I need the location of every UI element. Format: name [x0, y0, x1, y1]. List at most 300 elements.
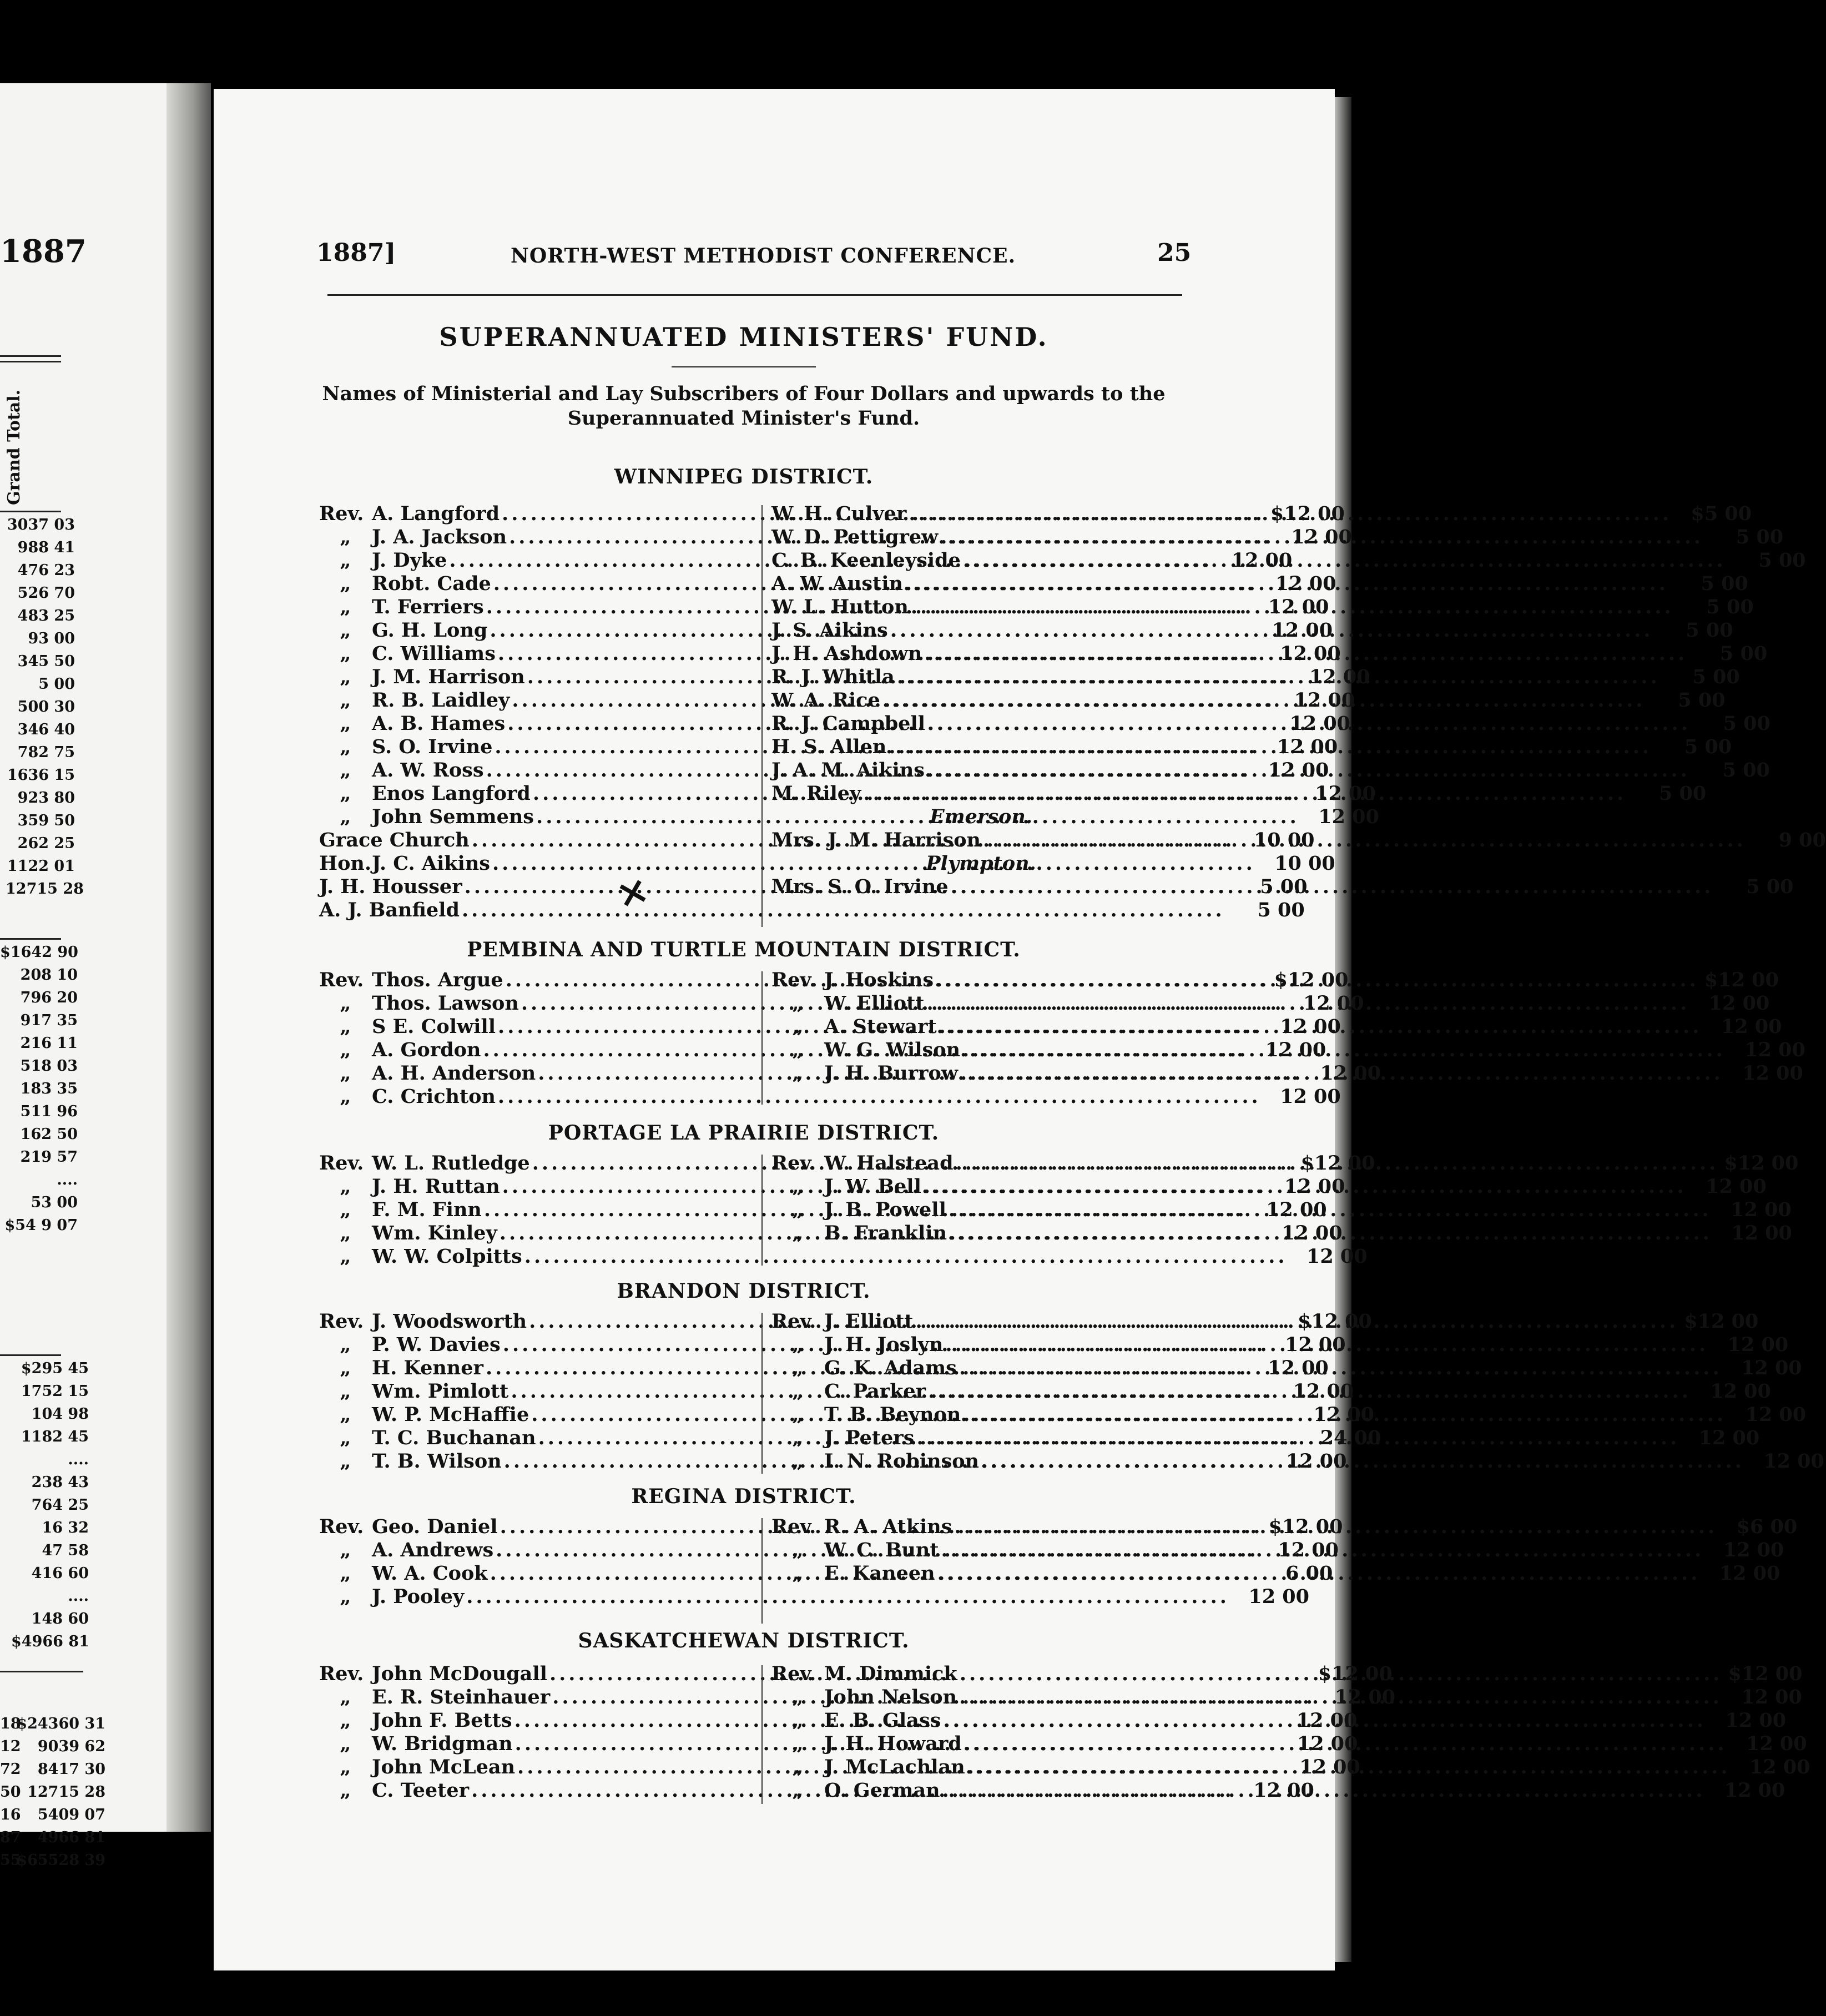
subscriber-name: R. B. Laidley [372, 689, 510, 712]
name-prefix: „ [340, 1085, 351, 1108]
facing-value: 208 10 [20, 966, 78, 984]
leader-dots [914, 1427, 1682, 1450]
amount: 12 00 [1741, 1686, 1802, 1708]
subscriber-name: Thos. Lawson [372, 992, 519, 1015]
facing-value: 782 75 [17, 744, 75, 761]
facing-value: 917 35 [20, 1012, 78, 1029]
name-prefix: „ [340, 759, 351, 782]
subscriber-name: J. Hoskins [824, 969, 934, 991]
name-prefix: „ [340, 619, 351, 642]
subscriber-name: Enos Langford [372, 782, 531, 805]
leader-dots [957, 1662, 1725, 1686]
page-number: 25 [1157, 239, 1192, 267]
name-prefix: Rev. [319, 1152, 364, 1175]
leader-dots [957, 1357, 1724, 1380]
name-prefix: „ [340, 572, 351, 595]
column-separator [761, 1155, 763, 1266]
name-prefix: „ [792, 1175, 804, 1198]
leader-dots [965, 1756, 1733, 1779]
amount: 5 00 [1719, 642, 1768, 665]
leader-dots [909, 596, 1676, 619]
amount: 12 00 [1731, 1198, 1792, 1221]
amount: 10 00 [1253, 829, 1315, 851]
subscriber-name: A. W. Ross [372, 759, 484, 782]
amount: 12 00 [1315, 782, 1376, 805]
name-prefix: „ [340, 596, 351, 618]
name-prefix: „ [340, 549, 351, 572]
facing-value: .... [68, 1451, 89, 1468]
subscriber-name: R. J. Whitla [771, 666, 895, 688]
subscriber-name: J. H. Joslyn [824, 1333, 944, 1356]
amount: 12 00 [1744, 1039, 1805, 1061]
leader-dots [886, 735, 1654, 759]
subscriber-name: J. M. Harrison [372, 666, 525, 688]
leader-dots [962, 1732, 1729, 1756]
divider [0, 361, 61, 362]
divider [0, 511, 61, 512]
amount: 12 00 [1289, 712, 1351, 735]
facing-value: 1122 01 [7, 858, 75, 875]
leader-dots [460, 899, 1227, 922]
list-item [771, 1175, 1767, 1198]
subscriber-name: F. M. Finn [372, 1198, 482, 1221]
amount: 12 00 [1741, 1357, 1802, 1379]
subscriber-name: W. A. Rice [771, 689, 880, 712]
column-separator [761, 1665, 763, 1804]
leader-dots [913, 1310, 1681, 1333]
facing-value: .... [68, 1587, 89, 1605]
leader-dots [926, 1380, 1693, 1403]
amount: $12 00 [1724, 1152, 1799, 1175]
column-separator [761, 1518, 763, 1624]
facing-value: 511 96 [20, 1103, 78, 1120]
facing-column-b [0, 941, 78, 1237]
amount: 12 00 [1320, 1062, 1381, 1085]
subscriber-name: A. Stewart [824, 1015, 937, 1038]
facing-value: 53 00 [31, 1194, 78, 1211]
amount: 12 00 [1272, 619, 1333, 642]
leader-dots [934, 969, 1701, 992]
subscriber-name: J. H. Howard [824, 1732, 962, 1755]
facing-value: 764 25 [31, 1496, 89, 1514]
amount: 6 00 [1285, 1562, 1333, 1585]
name-prefix: „ [340, 1585, 351, 1608]
list-item [771, 1222, 1792, 1245]
facing-value: 1752 15 [21, 1383, 89, 1400]
amount: 12 00 [1724, 1779, 1785, 1802]
subscriber-name: A. Andrews [372, 1539, 494, 1561]
amount: 5 00 [1723, 712, 1770, 735]
leader-dots [464, 1585, 1232, 1609]
subscriber-name: C. Parker [824, 1380, 926, 1403]
amount: $12 00 [1728, 1662, 1803, 1685]
facing-value: 796 20 [20, 989, 78, 1006]
name-prefix: Rev. [771, 1515, 816, 1538]
district-heading-portage: PORTAGE LA PRAIRIE DISTRICT. [548, 1121, 940, 1145]
name-prefix: „ [792, 1222, 804, 1244]
district-heading-saskatchewan: SASKATCHEWAN DISTRICT. [578, 1629, 910, 1652]
subscriber-name: J. B. Powell [824, 1198, 946, 1221]
facing-value: $295 45 [21, 1360, 89, 1377]
list-item [771, 1152, 1799, 1175]
name-prefix: „ [340, 1427, 351, 1449]
name-prefix: „ [792, 1015, 804, 1038]
leader-dots [939, 1539, 1706, 1562]
subscriber-name: Mrs. S. O. Irvine [771, 875, 949, 898]
name-prefix: „ [340, 1686, 351, 1708]
subscriber-name: E. Kaneen [824, 1562, 935, 1585]
name-prefix: „ [340, 1562, 351, 1585]
leader-dots [861, 782, 1628, 805]
facing-value: 12715 28 [27, 1783, 105, 1801]
amount: $12 00 [1684, 1310, 1759, 1333]
name-prefix: Rev. [771, 1662, 816, 1685]
subscriber-name: J. Woodsworth [372, 1310, 527, 1333]
amount: 12 00 [1266, 1198, 1327, 1221]
subscriber-name: A. J. Banfield [319, 899, 460, 921]
name-prefix: Rev. [771, 1310, 816, 1333]
facing-page-year: 1887 [0, 233, 87, 270]
district-heading-winnipeg: WINNIPEG DISTRICT. [614, 465, 874, 488]
name-prefix: „ [792, 1450, 804, 1473]
subscriber-name: G. H. Long [372, 619, 488, 642]
name-prefix: „ [340, 1357, 351, 1379]
amount: 5 00 [1746, 875, 1794, 898]
leader-dots [946, 1198, 1714, 1222]
name-prefix: „ [792, 1709, 804, 1732]
name-prefix: „ [340, 526, 351, 548]
list-item [319, 1245, 1368, 1268]
facing-column-a [6, 513, 84, 900]
fund-title: SUPERANNUATED MINISTERS' FUND. [439, 322, 1048, 352]
name-prefix: Rev. [319, 1310, 364, 1333]
name-prefix: „ [792, 1357, 804, 1379]
name-prefix: „ [340, 1333, 351, 1356]
subscriber-name: T. B. Wilson [372, 1450, 502, 1473]
name-prefix: „ [792, 1039, 804, 1061]
subscriber-name: G. K. Adams [824, 1357, 957, 1379]
amount: 10 00 [1274, 852, 1335, 875]
amount: 5 00 [1260, 875, 1308, 898]
amount: 12 00 [1727, 1333, 1789, 1356]
leader-dots [906, 502, 1674, 526]
amount: 12 00 [1318, 805, 1379, 828]
leader-dots [957, 1686, 1724, 1709]
amount: 12 00 [1334, 1686, 1396, 1708]
amount: 5 00 [1692, 666, 1740, 688]
amount: $12 00 [1704, 969, 1779, 991]
name-prefix: „ [792, 1756, 804, 1778]
subscriber-name: J. W. Bell [824, 1175, 921, 1198]
name-prefix: „ [792, 992, 804, 1015]
district-heading-regina: REGINA DISTRICT. [631, 1485, 856, 1508]
subscriber-name: John McDougall [372, 1662, 547, 1685]
subscriber-name: J. A. Jackson [372, 526, 507, 548]
name-prefix: „ [792, 1539, 804, 1561]
name-prefix: „ [340, 1756, 351, 1778]
subscriber-name: R. A. Atkins [824, 1515, 952, 1538]
leader-dots [961, 1403, 1728, 1427]
amount: 9 00 [1778, 829, 1826, 851]
subscriber-name: H. Kenner [372, 1357, 483, 1379]
pembina-right-list [771, 969, 1805, 1085]
amount: $12 00 [1274, 969, 1349, 991]
facing-value: 12 [0, 1738, 21, 1755]
amount: 12 00 [1708, 992, 1770, 1015]
amount: $12 00 [1297, 1310, 1372, 1333]
subscriber-name: Mrs. J. M. Harrison [771, 829, 981, 851]
subscriber-name: J. H. Housser [319, 875, 462, 898]
facing-value: 16 [0, 1806, 21, 1823]
amount: 12 00 [1763, 1450, 1824, 1473]
name-prefix: „ [340, 1198, 351, 1221]
amount: 12 00 [1299, 1756, 1360, 1778]
divider [0, 1671, 83, 1672]
amount: 5 00 [1257, 899, 1305, 921]
subscriber-name: B. Franklin [824, 1222, 947, 1244]
list-item [319, 1085, 1341, 1108]
title-rule [672, 366, 816, 367]
name-prefix: „ [340, 642, 351, 665]
name-prefix: Rev. [319, 502, 364, 525]
facing-value: 104 98 [31, 1405, 89, 1423]
facing-value: 55 [0, 1852, 21, 1869]
amount: $12 00 [1270, 502, 1345, 525]
amount: 5 00 [1686, 619, 1733, 642]
name-prefix: „ [340, 1450, 351, 1473]
amount: $12 00 [1300, 1152, 1375, 1175]
amount: 5 00 [1684, 735, 1732, 758]
name-prefix: „ [340, 712, 351, 735]
list-item [771, 875, 1794, 899]
amount: 12 00 [1723, 1539, 1784, 1561]
name-prefix: „ [340, 805, 351, 828]
leader-dots [935, 1562, 1703, 1585]
emerson-label: Emerson. [929, 805, 1033, 828]
subscriber-name: W. L. Hutton [771, 596, 909, 618]
amount: 12 00 [1296, 1709, 1358, 1732]
subscriber-name: J. Elliott [824, 1310, 914, 1333]
leader-dots [903, 572, 1671, 596]
facing-value: 923 80 [17, 789, 75, 807]
subscriber-name: J. A. M. Aikins [771, 759, 925, 782]
amount: 12 00 [1749, 1756, 1810, 1778]
list-item [771, 1198, 1792, 1222]
header-rule [327, 294, 1182, 296]
amount: 12 00 [1731, 1222, 1792, 1244]
name-prefix: „ [792, 1333, 804, 1356]
facing-value: 148 60 [31, 1610, 89, 1627]
amount: 5 00 [1678, 689, 1726, 712]
leader-dots [952, 1515, 1719, 1539]
leader-dots [949, 875, 1716, 899]
amount: 12 00 [1280, 1085, 1341, 1108]
amount: 5 00 [1658, 782, 1707, 805]
facing-column-d [17, 1712, 105, 1872]
amount: 12 00 [1746, 1732, 1807, 1755]
subscriber-name: J. Dyke [372, 549, 447, 572]
leader-dots [947, 1222, 1714, 1245]
list-item [771, 1357, 1802, 1380]
column-separator [761, 505, 763, 927]
grand-total-label: Grand Total. [4, 389, 24, 505]
name-prefix: Hon. [319, 852, 372, 875]
list-item [771, 1333, 1789, 1357]
name-prefix: Rev. [319, 1662, 364, 1685]
facing-value: 988 41 [17, 539, 75, 556]
subscriber-name: W. Bridgman [372, 1732, 513, 1755]
subscriber-name: W. G. Wilson [824, 1039, 961, 1061]
column-separator [761, 1313, 763, 1474]
name-prefix: Rev. [771, 1152, 816, 1175]
name-prefix: „ [340, 1380, 351, 1403]
name-prefix: Rev. [319, 969, 364, 991]
amount: 12 00 [1253, 1779, 1314, 1802]
subscriber-name: A. H. Anderson [372, 1062, 536, 1085]
amount: 12 00 [1280, 642, 1341, 665]
facing-value: $65528 39 [17, 1852, 105, 1869]
amount: 12 00 [1293, 1380, 1354, 1403]
subscriber-name: E. R. Steinhauer [372, 1686, 551, 1708]
district-heading-pembina: PEMBINA AND TURTLE MOUNTAIN DISTRICT. [467, 938, 1021, 961]
amount: 12 00 [1706, 1175, 1767, 1198]
amount: 12 00 [1248, 1585, 1309, 1608]
leader-dots [941, 1709, 1708, 1732]
subscriber-name: E. B. Glass [824, 1709, 941, 1732]
divider [0, 1354, 61, 1356]
name-prefix: Rev. [771, 969, 816, 991]
leader-dots [940, 1779, 1708, 1802]
facing-value: 1636 15 [7, 767, 75, 784]
facing-value: 5409 07 [37, 1806, 105, 1823]
leader-dots [981, 829, 1748, 852]
facing-value: $4966 81 [11, 1633, 89, 1650]
name-prefix: „ [792, 1686, 804, 1708]
facing-value: 87 [0, 1829, 21, 1846]
facing-value: 9039 62 [37, 1738, 105, 1755]
facing-value: 526 70 [17, 584, 75, 602]
facing-value: 16 32 [42, 1519, 89, 1536]
column-separator [761, 971, 763, 1105]
name-prefix: „ [792, 1198, 804, 1221]
amount: 12 00 [1285, 1450, 1347, 1473]
facing-value: $1642 90 [0, 944, 78, 961]
amount: 12 00 [1231, 549, 1293, 572]
facing-value: 359 50 [17, 812, 75, 829]
list-item [771, 1310, 1759, 1333]
amount: 12 00 [1268, 759, 1329, 782]
subscriber-name: W. C. Bunt [824, 1539, 939, 1561]
name-prefix: „ [340, 1175, 351, 1198]
subscriber-name: S. O. Irvine [372, 735, 493, 758]
list-item [771, 992, 1770, 1015]
amount: 12 00 [1698, 1427, 1760, 1449]
amount: 12 00 [1721, 1015, 1782, 1038]
list-item [771, 1380, 1771, 1403]
facing-value: 1182 45 [21, 1428, 89, 1445]
leader-dots [925, 759, 1692, 782]
amount: 12 00 [1268, 596, 1329, 618]
amount: $12 00 [1268, 1515, 1343, 1538]
leader-dots [954, 1152, 1721, 1175]
facing-value: 50 [0, 1783, 21, 1801]
facing-value: 518 03 [20, 1057, 78, 1075]
subscriber-name: J. S. Aikins [771, 619, 888, 642]
leader-dots [921, 1175, 1689, 1198]
subscriber-name: W. Elliott [824, 992, 925, 1015]
subscriber-name: John F. Betts [372, 1709, 512, 1732]
list-item [771, 1539, 1784, 1562]
list-item [771, 1709, 1787, 1732]
name-prefix: „ [340, 1732, 351, 1755]
facing-column-d-left [0, 1712, 21, 1872]
name-prefix: „ [340, 1039, 351, 1061]
leader-dots [938, 526, 1706, 549]
amount: 24 00 [1320, 1427, 1381, 1449]
subscriber-name: T. C. Buchanan [372, 1427, 536, 1449]
facing-value: 416 60 [31, 1565, 89, 1582]
amount: 12 00 [1309, 666, 1370, 688]
portage-right-list [771, 1152, 1799, 1245]
facing-value: 183 35 [20, 1080, 78, 1097]
saskatchewan-right-list [771, 1662, 1810, 1802]
amount: $12 00 [1318, 1662, 1393, 1685]
subscriber-name: A. B. Hames [372, 712, 506, 735]
subscriber-name: J. Peters [824, 1427, 915, 1449]
subscriber-name: J. Pooley [372, 1585, 465, 1608]
subscriber-name: W. P. McHaffie [372, 1403, 529, 1426]
amount: 12 00 [1291, 526, 1352, 548]
district-heading-brandon: BRANDON DISTRICT. [617, 1279, 871, 1303]
facing-value: 483 25 [17, 607, 75, 624]
leader-dots [960, 1039, 1728, 1062]
subscriber-name: C. B. Keenleyside [771, 549, 961, 572]
amount: 5 00 [1706, 596, 1754, 618]
list-item [771, 1403, 1807, 1427]
list-item [771, 1686, 1802, 1709]
facing-value: 219 57 [20, 1148, 78, 1166]
subscriber-name: J. H. Ashdown [771, 642, 922, 665]
leader-dots [922, 642, 1689, 666]
subscriber-name: A. W. Austin [771, 572, 903, 595]
list-item [771, 1779, 1785, 1802]
subscriber-name: W. A. Cook [372, 1562, 488, 1585]
leader-dots [943, 1333, 1711, 1357]
name-prefix: „ [792, 1779, 804, 1802]
subscriber-name: P. W. Davies [372, 1333, 501, 1356]
leader-dots [895, 666, 1662, 689]
name-prefix: „ [340, 735, 351, 758]
facing-value: 93 00 [28, 630, 75, 647]
leader-dots [925, 712, 1693, 735]
facing-value: 345 50 [17, 653, 75, 670]
list-item [771, 1039, 1805, 1062]
amount: 12 00 [1294, 689, 1355, 712]
facing-value: 162 50 [20, 1126, 78, 1143]
amount: 12 00 [1265, 1039, 1326, 1061]
pencil-x-mark: × [611, 865, 654, 919]
subscriber-name: A. Langford [372, 502, 500, 525]
list-item [771, 1662, 1803, 1686]
facing-value: 47 58 [42, 1542, 89, 1559]
list-item [771, 1450, 1824, 1473]
amount: 12 00 [1284, 1333, 1346, 1356]
regina-right-list [771, 1515, 1798, 1585]
subscriber-name: C. Williams [372, 642, 496, 665]
leader-dots [958, 1062, 1726, 1085]
subscriber-name: John McLean [372, 1756, 516, 1778]
facing-value: 3037 03 [7, 516, 75, 533]
